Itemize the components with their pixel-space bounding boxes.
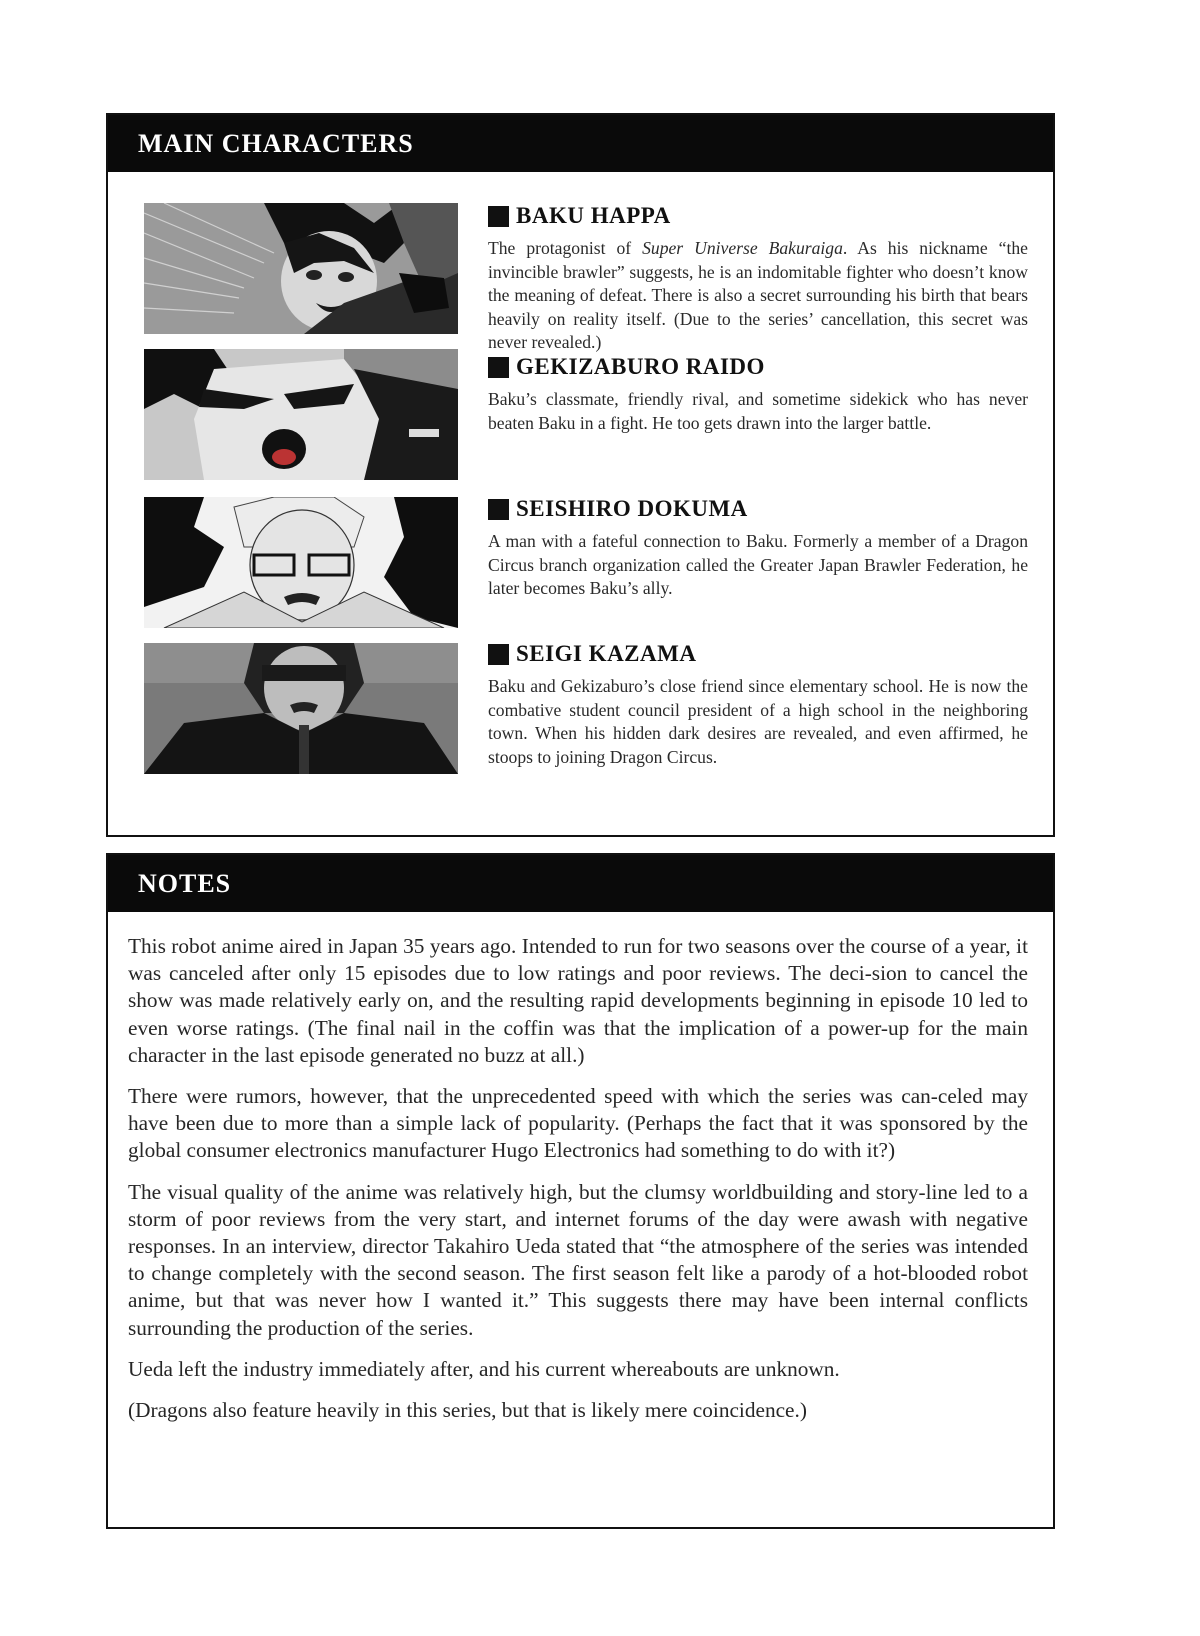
character-description: A man with a fateful connection to Baku. Formerly a member of a Dragon Circus branch organization called the Greater Japan Brawler Federation, he later becomes Baku’s ally. — [488, 531, 1028, 599]
seishiro-dokuma-portrait — [144, 497, 458, 628]
notes-paragraph: The visual quality of the anime was relatively high, but the clumsy worldbuilding and story-line led to a storm of poor reviews from the very start, and internet forums of the day were awash with negative responses. In an interview, director Takahiro Ueda stated that “the atmosphere of the series was intended to change completely with the second season. The first season felt like a parody of a hot-blooded robot anime, but that was never how I wanted it.” This suggests there may have been internal conflicts surrounding the production of the series. — [128, 1179, 1028, 1340]
main-characters-heading: MAIN CHARACTERS — [108, 115, 1053, 172]
square-bullet-icon — [488, 644, 509, 665]
notes-paragraph: Ueda left the industry immediately after, and his current whereabouts are unknown. — [128, 1356, 840, 1381]
notes-body — [128, 933, 1028, 1438]
character-entry — [488, 201, 1028, 355]
main-characters-panel — [106, 113, 1055, 837]
notes-paragraph: There were rumors, however, that the unprecedented speed with which the series was can-celed may have been due to more than a simple lack of popularity. (Perhaps the fact that it was sponsored by the global consumer electronics manufacturer Hugo Electronics had something to do with it?) — [128, 1084, 1028, 1163]
character-description: The protagonist of Super Universe Bakuraiga. As his nickname “the invincible brawler” suggests, he is an indomitable fighter who doesn’t know the meaning of defeat. There is also a secret surrounding his birth that bears heavily on reality itself. (Due to the series’ cancellation, this secret was never revealed.) — [488, 238, 1028, 353]
square-bullet-icon — [488, 357, 509, 378]
character-description: Baku’s classmate, friendly rival, and sometime sidekick who has never beaten Baku in a fight. He too gets drawn into the larger battle. — [488, 389, 1028, 433]
character-name: SEIGI KAZAMA — [488, 639, 1028, 669]
character-entry — [488, 639, 1028, 769]
square-bullet-icon — [488, 206, 509, 227]
notes-paragraph: This robot anime aired in Japan 35 years ago. Intended to run for two seasons over the course of a year, it was canceled after only 15 episodes due to low ratings and poor reviews. The deci-sion to cancel the show was made relatively early on, and the resulting rapid developments beginning in episode 10 led to even worse ratings. (The final nail in the coffin was that the implication of a power-up for the main character in the last episode generated no buzz at all.) — [128, 934, 1028, 1067]
character-entry — [488, 352, 1028, 435]
gekizaburo-raido-portrait — [144, 349, 458, 480]
character-name: BAKU HAPPA — [488, 201, 1028, 231]
square-bullet-icon — [488, 499, 509, 520]
character-name: GEKIZABURO RAIDO — [488, 352, 1028, 382]
character-entry — [488, 494, 1028, 601]
notes-paragraph: (Dragons also feature heavily in this series, but that is likely mere coincidence.) — [128, 1398, 807, 1423]
notes-panel — [106, 853, 1055, 1529]
character-name: SEISHIRO DOKUMA — [488, 494, 1028, 524]
character-description: Baku and Gekizaburo’s close friend since elementary school. He is now the combative student council president of a high school in the neighboring town. When his hidden dark desires are revealed, and even affirmed, he stoops to joining Dragon Circus. — [488, 676, 1028, 767]
baku-happa-portrait — [144, 203, 458, 334]
notes-heading: NOTES — [108, 855, 1053, 912]
seigi-kazama-portrait — [144, 643, 458, 774]
